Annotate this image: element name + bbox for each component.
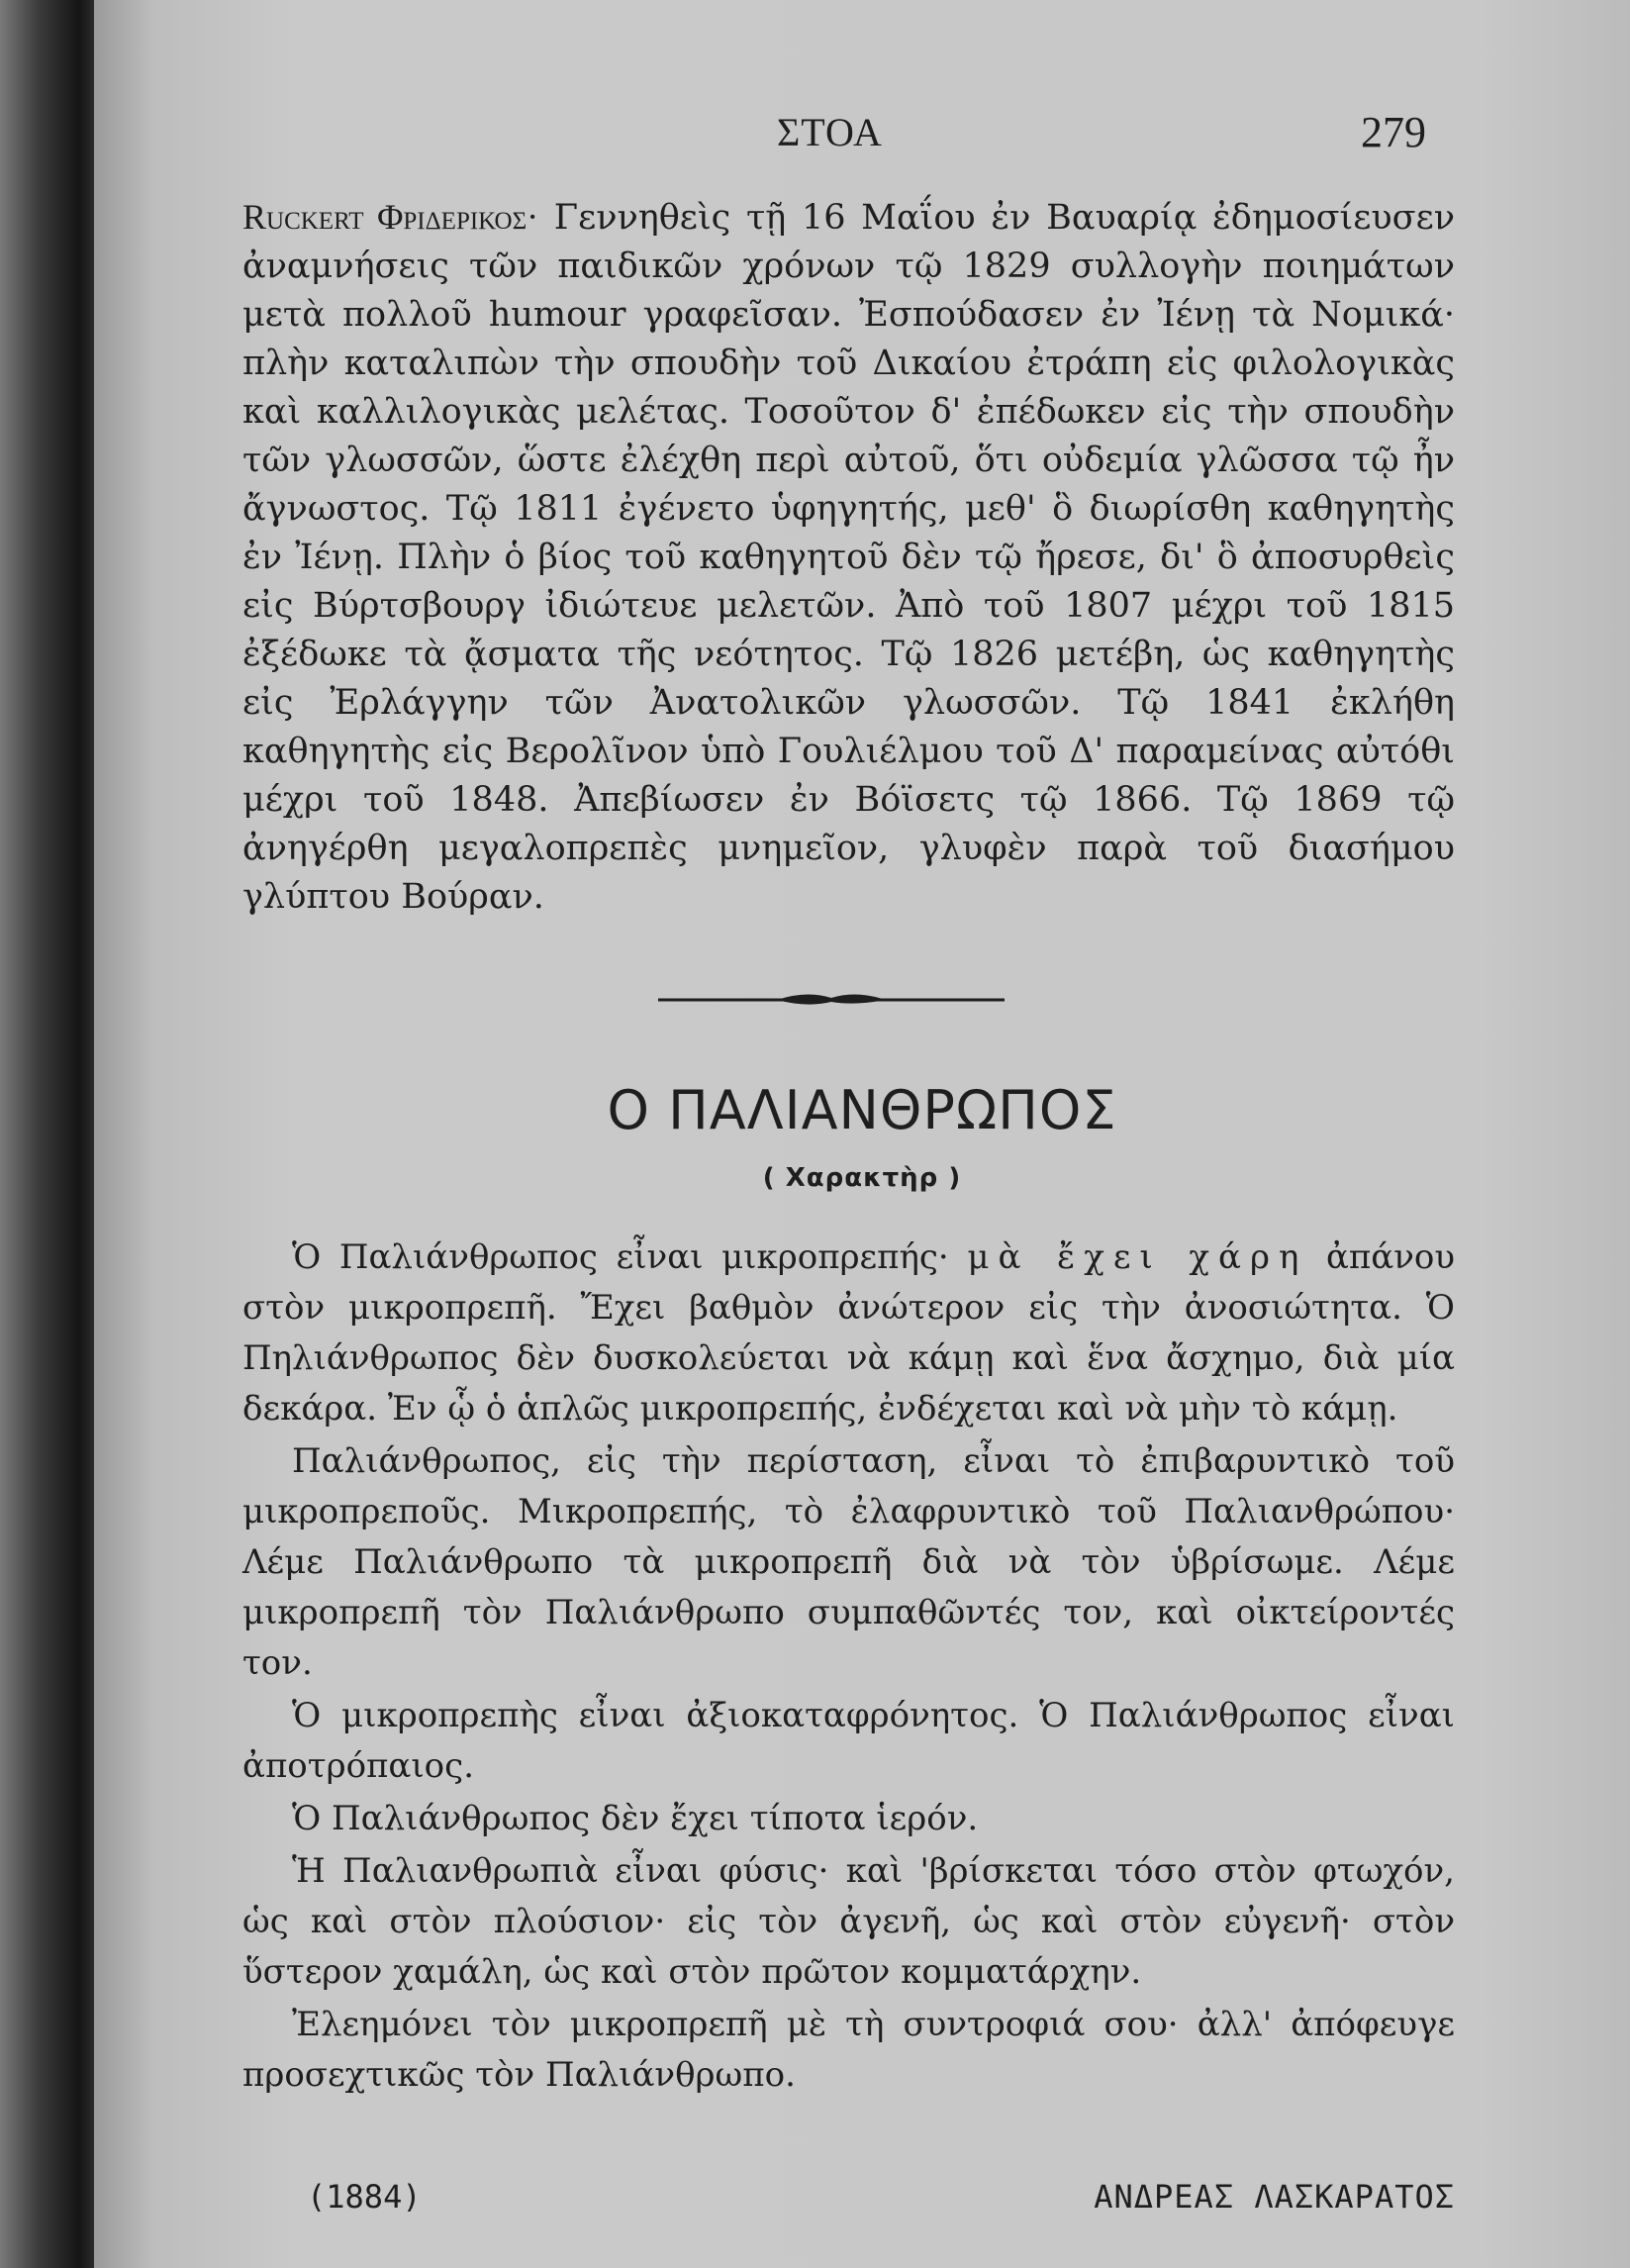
essay-paragraph-4: Ὁ Παλιάνθρωπος δὲν ἔχει τίποτα ἱερόν. <box>292 1799 979 1838</box>
essay-title: Ο ΠΑΛΙΑΝΘΡΩΠΟΣ <box>607 1079 1117 1141</box>
essay-footer <box>242 2178 1455 2227</box>
essay-paragraph-1 <box>242 1233 1455 1434</box>
biographical-entry <box>242 193 1455 922</box>
essay-paragraph-5: Ἡ Παλιανθρωπιὰ εἶναι φύσις· καὶ 'βρίσκεται τόσο στὸν φτωχόν, ὡς καὶ στὸν πλούσιον· εἰς τὸν ἀγενῆ, ὡς καὶ στὸν εὐγενῆ· στὸν ὕστερον χαμάλη, ὡς καὶ στὸν πρῶτον κομματάρχην. <box>242 1851 1455 1992</box>
book-page <box>94 0 1630 2268</box>
paragraph-text: ἀπάνου στὸν μικροπρεπῆ. Ἔχει βαθμὸν ἀνώτερον εἰς τὴν ἀνοσιώτητα. Ὁ Πηλιάνθρωπος δὲν δυσκολεύεται νὰ κάμῃ καὶ ἕνα ἄσχημο, διὰ μία δεκάρα. Ἐν ᾧ ὁ ἁπλῶς μικροπρεπής, ἐνδέχεται καὶ νὰ μὴν τὸ κάμῃ. <box>242 1237 1456 1429</box>
essay-body <box>242 1233 1455 2103</box>
essay-subtitle: ( Χαρακτὴρ ) <box>762 1163 962 1193</box>
spaced-emphasis: μὰ ἔχει χάρη <box>967 1237 1308 1277</box>
entry-text: Γεννηθεὶς τῇ 16 Μαΐου ἐν Βαυαρίᾳ ἐδημοσίευσεν ἀναμνήσεις τῶν παιδικῶν χρόνων τῷ 1829 συλλογὴν ποιημάτων μετὰ πολλοῦ humour γραφεῖσαν. Ἐσπούδασεν ἐν Ἰένῃ τὰ Νομικά· πλὴν καταλιπὼν τὴν σπουδὴν τοῦ Δικαίου ἐτράπη εἰς φιλολογικὰς καὶ καλλιλογικὰς μελέτας. Τοσοῦτον δ' ἐπέδωκεν εἰς τὴν σπουδὴν τῶν γλωσσῶν, ὥστε ἐλέχθη περὶ αὐτοῦ, ὅτι οὐδεμία γλῶσσα τῷ ἦν ἄγνωστος. Τῷ 1811 ἐγένετο ὑφηγητής, μεθ' ὃ διωρίσθη καθηγητὴς ἐν Ἰένῃ. Πλὴν ὁ βίος τοῦ καθηγητοῦ δὲν τῷ ἤρεσε, δι' ὃ ἀποσυρθεὶς εἰς Βύρτσβουργ ἰδιώτευε μελετῶν. Ἀπὸ τοῦ 1807 μέχρι τοῦ 1815 ἐξέδωκε τὰ ᾄσματα τῆς νεότητος. Τῷ 1826 μετέβη, ὡς καθηγητὴς εἰς Ἐρλάγγην τῶν Ἀνατολικῶν γλωσσῶν. Τῷ 1841 ἐκλήθη καθηγητὴς εἰς Βερολῖνον ὑπὸ Γουλιέλμου τοῦ Δ' παραμείνας αὐτόθι μέχρι τοῦ 1848. Ἀπεβίωσεν ἐν Βόϊσετς τῷ 1866. Τῷ 1869 τῷ ἀνηγέρθη μεγαλοπρεπὲς μνημεῖον, γλυφὲν παρὰ τοῦ διασήμου γλύπτου Βούραν. <box>242 198 1455 917</box>
page-header <box>94 99 1630 158</box>
running-title: ΣΤΟΑ <box>777 110 883 154</box>
essay-year: (1884) <box>307 2178 422 2216</box>
essay-author: ΑΝΔΡΕΑΣ ΛΑΣΚΑΡΑΤΟΣ <box>1094 2178 1455 2216</box>
essay-paragraph-3: Ὁ μικροπρεπὴς εἶναι ἀξιοκαταφρόνητος. Ὁ Παλιάνθρωπος εἶναι ἀποτρόπαιος. <box>242 1696 1455 1786</box>
essay-paragraph-6: Ἐλεημόνει τὸν μικροπρεπῆ μὲ τὴ συντροφιά σου· ἀλλ' ἀπόφευγε προσεχτικῶς τὸν Παλιάνθρωπο. <box>242 2005 1455 2095</box>
essay-paragraph-2: Παλιάνθρωπος, εἰς τὴν περίσταση, εἶναι τὸ ἐπιβαρυντικὸ τοῦ μικροπρεποῦς. Μικροπρεπής, τὸ ἐλαφρυντικὸ τοῦ Παλιανθρώπου· Λέμε Παλιάνθρωπο τὰ μικροπρεπῆ διὰ νὰ τὸν ὑβρίσωμε. Λέμε μικροπρεπῆ τὸν Παλιάνθρωπο συμπαθῶντές τον, καὶ οἰκτείροντές τον. <box>242 1441 1455 1683</box>
entry-paragraph <box>242 193 1455 922</box>
paragraph-text: Ὁ Παλιάνθρωπος εἶναι μικροπρεπής· <box>292 1237 949 1277</box>
entry-name: Ruckert Φριδερικος· <box>242 197 539 237</box>
ornamental-divider <box>658 990 1005 1010</box>
page-number: 279 <box>1361 108 1426 156</box>
book-spine-shadow <box>0 0 94 2268</box>
